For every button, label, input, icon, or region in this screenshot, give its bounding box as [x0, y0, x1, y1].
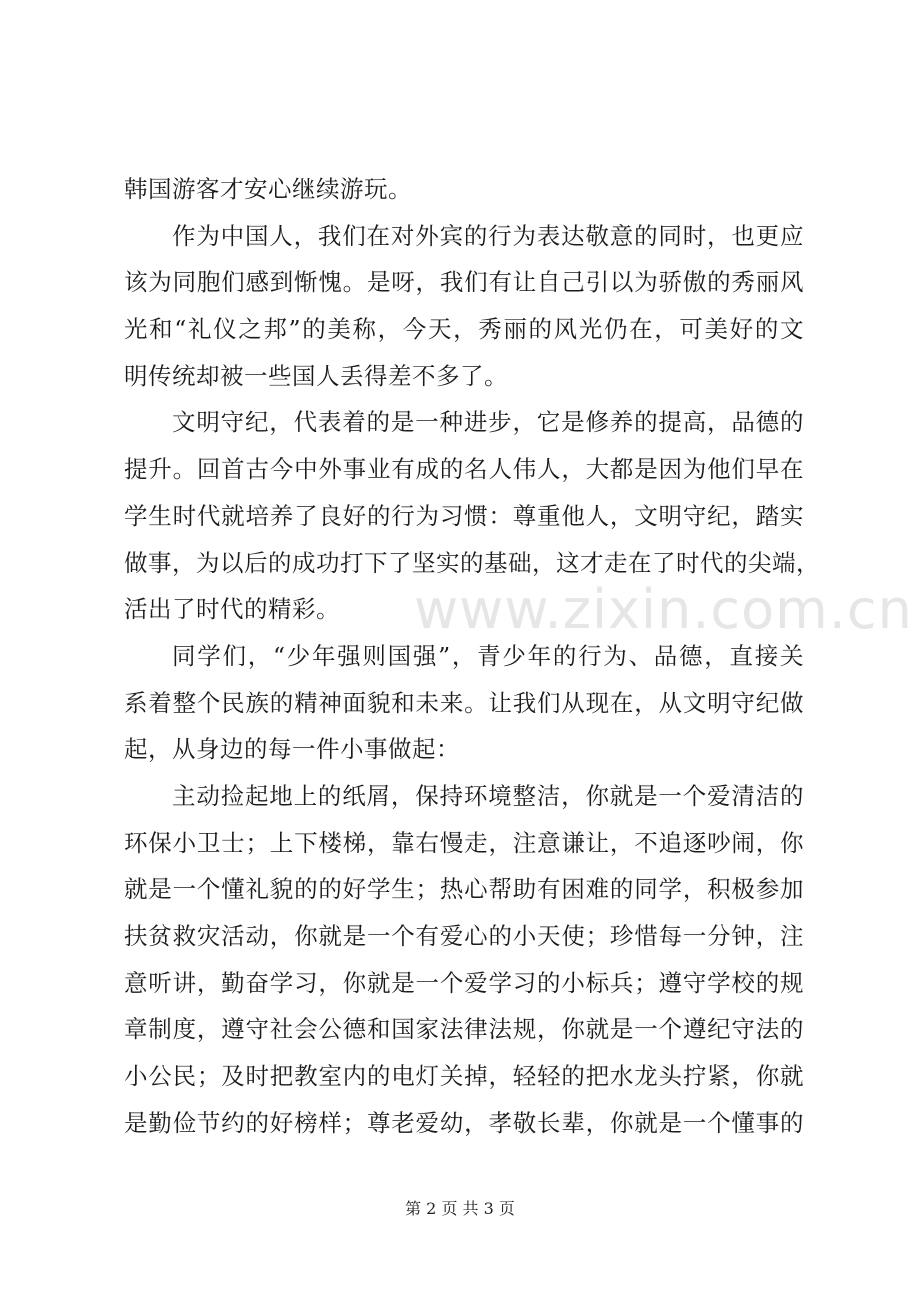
- page-footer: 第 2 页 共 3 页: [405, 1199, 515, 1218]
- text-line: 文明守纪，代表着的是一种进步，它是修养的提高，品德的: [172, 408, 804, 437]
- text-line: 做事，为以后的成功打下了坚实的基础，这才走在了时代的尖端，: [124, 548, 820, 577]
- text-line: 提升。回首古今中外事业有成的名人伟人，大都是因为他们早在: [124, 455, 804, 484]
- text-line: 就是一个懂礼貌的的好学生；热心帮助有困难的同学，积极参加: [124, 875, 804, 904]
- text-line: 小公民；及时把教室内的电灯关掉，轻轻的把水龙头拧紧，你就: [124, 1062, 804, 1091]
- text-line: 扶贫救灾活动，你就是一个有爱心的小天使；珍惜每一分钟，注: [124, 922, 804, 950]
- text-line: 活出了时代的精彩。: [124, 595, 340, 624]
- text-line: 明传统却被一些国人丢得差不多了。: [124, 361, 508, 390]
- text-line: 该为同胞们感到惭愧。是呀，我们有让自己引以为骄傲的秀丽风: [124, 268, 804, 297]
- watermark: www.zixin.com.cn: [414, 578, 913, 641]
- text-line: 学生时代就培养了良好的行为习惯：尊重他人，文明守纪，踏实: [124, 501, 804, 530]
- text-line: 韩国游客才安心继续游玩。: [124, 175, 412, 203]
- text-line: 环保小卫士；上下楼梯，靠右慢走，注意谦让，不追逐吵闹，你: [124, 828, 804, 857]
- text-line: 系着整个民族的精神面貌和未来。让我们从现在，从文明守纪做: [124, 688, 804, 717]
- text-line: 光和“礼仪之邦”的美称，今天，秀丽的风光仍在，可美好的文: [124, 315, 804, 344]
- text-line: 章制度，遵守社会公德和国家法律法规，你就是一个遵纪守法的: [124, 1015, 804, 1044]
- text-line: 是勤俭节约的好榜样；尊老爱幼，孝敬长辈，你就是一个懂事的: [124, 1108, 804, 1137]
- text-line: 作为中国人，我们在对外宾的行为表达敬意的同时，也更应: [172, 221, 804, 250]
- text-line: 主动捡起地上的纸屑，保持环境整洁，你就是一个爱清洁的: [172, 781, 804, 810]
- text-line: 同学们，“少年强则国强”，青少年的行为、品德，直接关: [172, 641, 804, 670]
- text-line: 意听讲，勤奋学习，你就是一个爱学习的小标兵；遵守学校的规: [124, 968, 804, 997]
- body-text: [124, 166, 820, 1146]
- text-line: 起，从身边的每一件小事做起：: [124, 735, 460, 764]
